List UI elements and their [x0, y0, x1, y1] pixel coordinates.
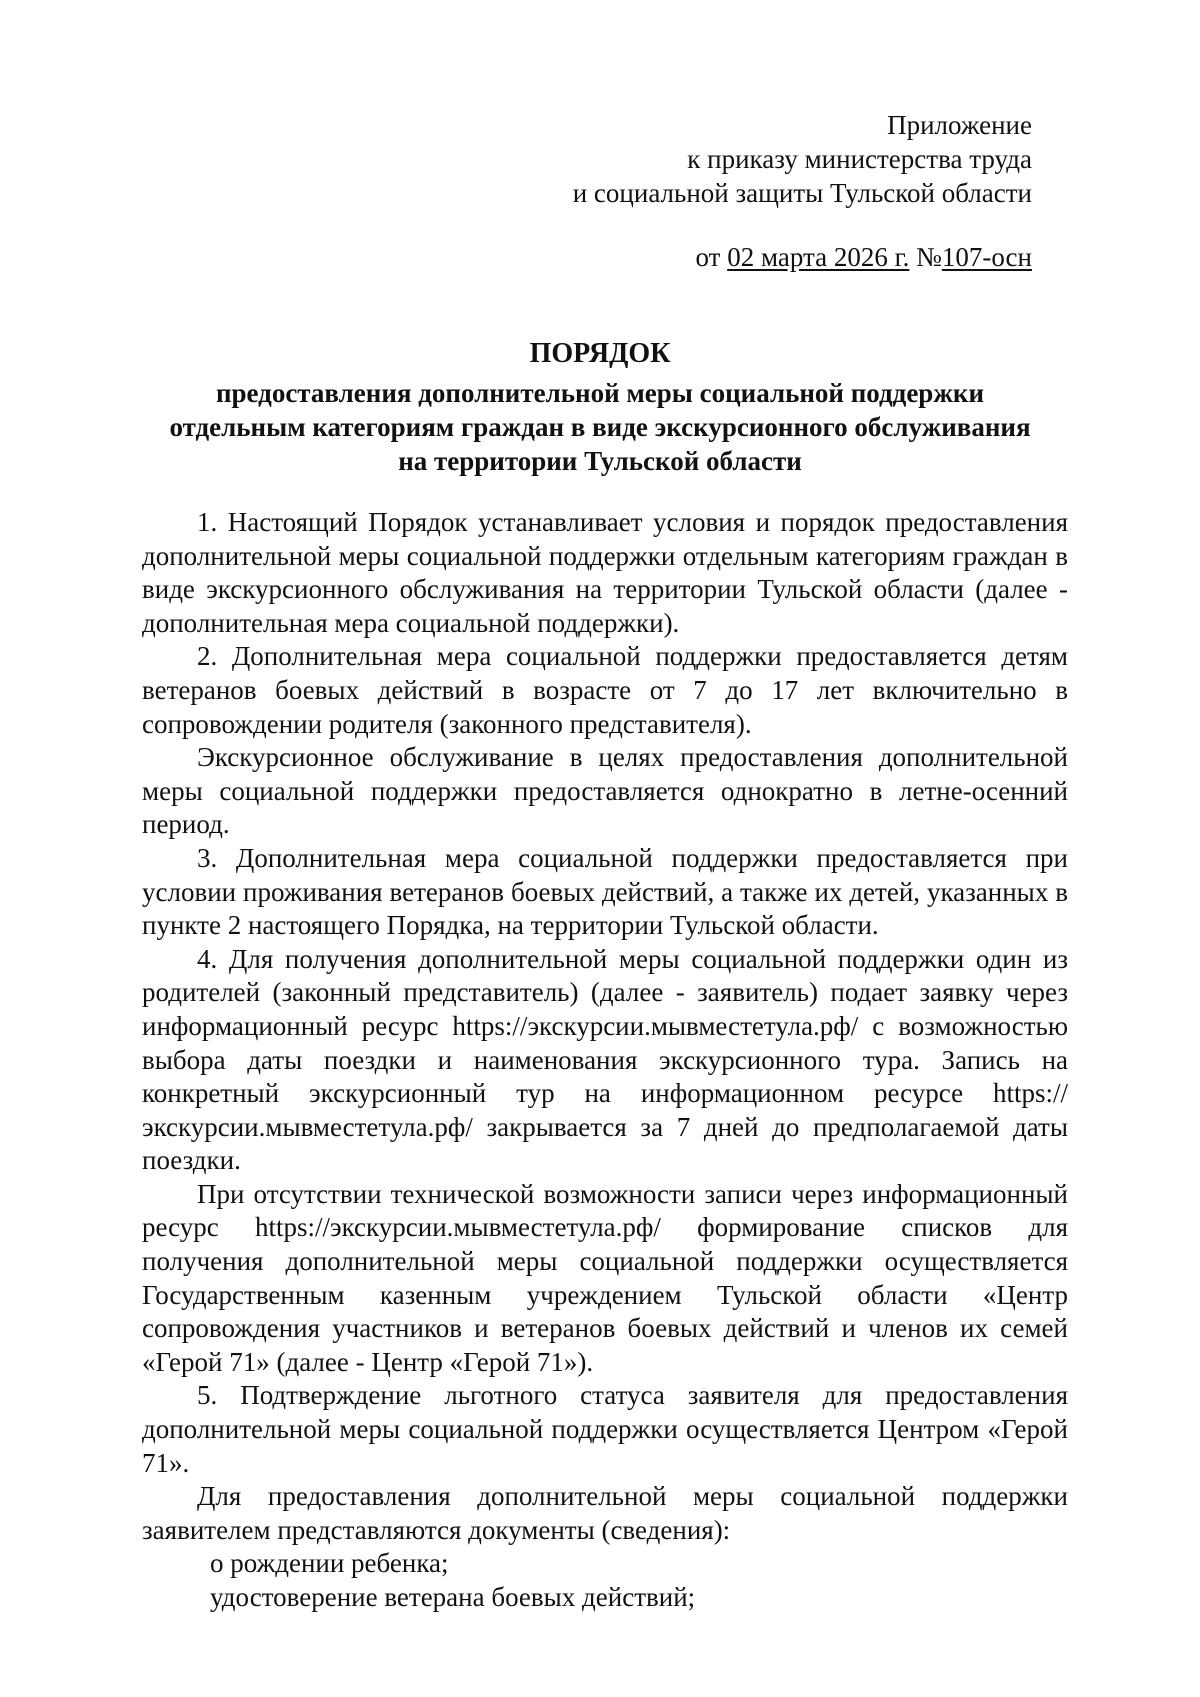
document-body	[142, 506, 1068, 1615]
appendix-order-ref: к приказу министерства труда	[687, 144, 1032, 174]
paragraph-2: 2. Дополнительная мера социальной поддержки предоставляется детям ветеранов боевых действий в возрасте от 7 до 17 лет включительно в сопровождении родителя (законного представителя).	[142, 641, 1068, 739]
document-title	[130, 336, 1070, 478]
paragraph-5: 5. Подтверждение льготного статуса заявителя для предоставления дополнительной меры социальной поддержки осуществляется Центром «Герой 71».	[142, 1380, 1068, 1478]
order-number-sign: №	[916, 242, 942, 272]
paragraph-5-cont: Для предоставления дополнительной меры социальной поддержки заявителем представляются документы (сведения):	[142, 1481, 1068, 1545]
order-date-line	[696, 240, 1033, 274]
order-number: 107-осн	[941, 242, 1032, 272]
title-line-3: на территории Тульской области	[398, 446, 802, 476]
appendix-header	[573, 108, 1032, 210]
appendix-label: Приложение	[887, 110, 1032, 140]
title-line-1: предоставления дополнительной меры социальной поддержки	[215, 378, 985, 408]
title-line-2: отдельным категориям граждан в виде экскурсионного обслуживания	[169, 412, 1031, 442]
title-main: ПОРЯДОК	[529, 338, 671, 369]
paragraph-4: 4. Для получения дополнительной меры социальной поддержки один из родителей (законный представитель) (далее - заявитель) подает заявку через информационный ресурс https://экскурсии.мывместетула.рф/ с возможностью выбора даты поездки и наименования экскурсионного тура. Запись на конкретный экскурсионный тур на информационном ресурсе https://экскурсии.мывместетула.рф/ закрывается за 7 дней до предполагаемой даты поездки.	[142, 943, 1068, 1176]
order-date: 02 марта 2026 г.	[727, 242, 910, 272]
list-item: о рождении ребенка;	[210, 1548, 449, 1579]
paragraph-4-cont: При отсутствии технической возможности записи через информационный ресурс https://экскурсии.мывместетула.рф/ формирование списков для получения дополнительной меры социальной поддержки осуществляется Государственным казенным учреждением Тульской области «Центр сопровождения участников и ветеранов боевых действий и членов их семей «Герой 71» (далее - Центр «Герой 71»).	[142, 1178, 1068, 1377]
paragraph-2-cont: Экскурсионное обслуживание в целях предоставления дополнительной меры социальной поддержки предоставляется однократно в летне-осенний период.	[142, 742, 1068, 840]
paragraph-1: 1. Настоящий Порядок устанавливает условия и порядок предоставления дополнительной меры социальной поддержки отдельным категориям граждан в виде экскурсионного обслуживания на территории Тульской области (далее - дополнительная мера социальной поддержки).	[142, 507, 1068, 638]
list-item: удостоверение ветерана боевых действий;	[210, 1582, 696, 1612]
appendix-ministry: и социальной защиты Тульской области	[572, 178, 1032, 208]
order-date-prefix: от	[695, 242, 721, 272]
paragraph-3: 3. Дополнительная мера социальной поддержки предоставляется при условии проживания ветеранов боевых действий, а также их детей, указанных в пункте 2 настоящего Порядка, на территории Тульской области.	[142, 842, 1068, 941]
